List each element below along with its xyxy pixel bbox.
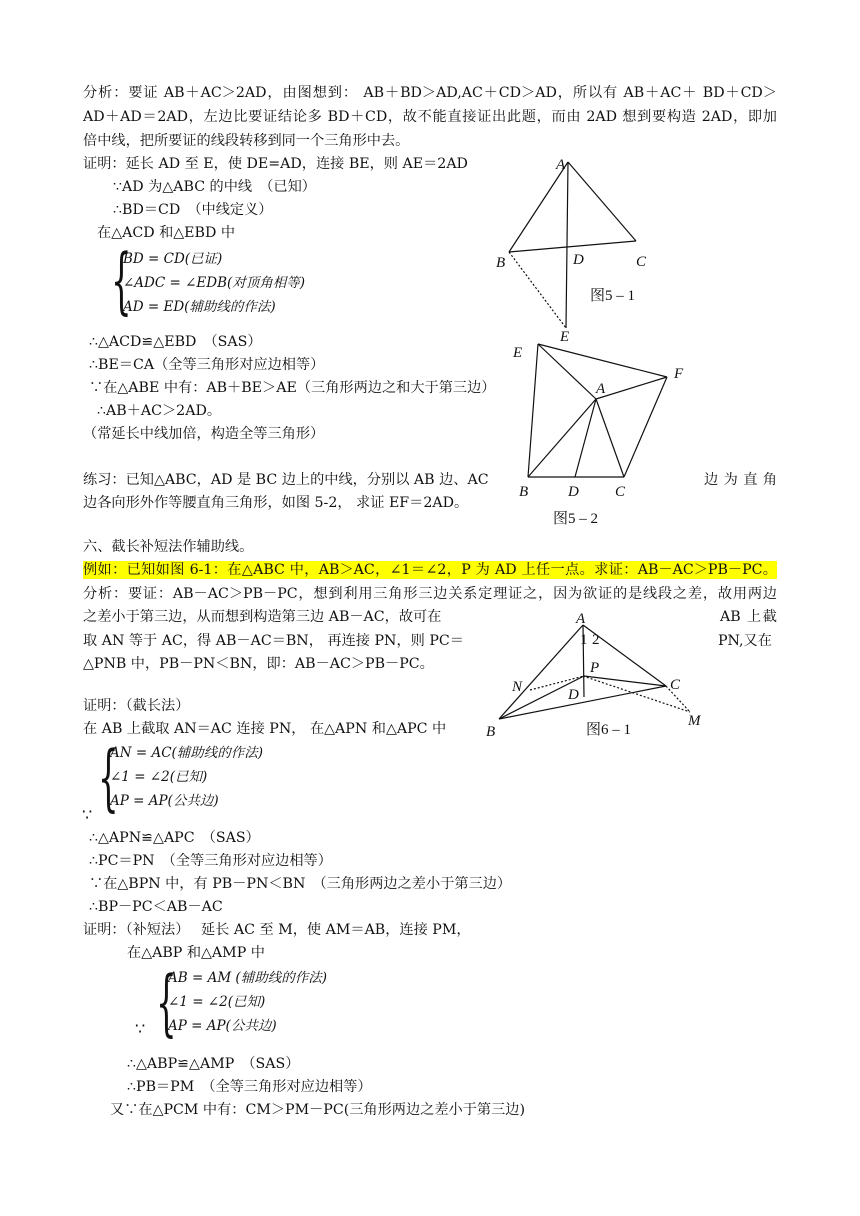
proof2-line-3: ∴△APN≌△APC （SAS） — [89, 830, 260, 846]
proof2-system-eq-1: AN = AC(辅助线的作法) — [110, 745, 264, 761]
fig61-label-b: B — [486, 724, 496, 740]
fig61-label-angle1: 1 — [580, 632, 588, 648]
analysis-line-2: AD＋AD＝2AD，左边比要证结论多 BD＋CD，故不能直接证出此题，而由 2AD 想到要构造 2AD，即加 — [83, 109, 777, 125]
fig51-label-c: C — [636, 254, 647, 270]
figure-5-2 — [528, 344, 667, 477]
section-heading: 六、截长补短法作辅助线。 — [83, 539, 254, 555]
fig52-label-d: D — [568, 484, 579, 500]
proof1-line-8: ∴AB＋AC＞2AD。 — [97, 403, 222, 419]
proof2-line-1: 证明：（截长法） — [83, 698, 190, 714]
proof1-system-eq-1: BD = CD(已证) — [123, 251, 223, 267]
proof2-because-symbol: ∵ — [82, 805, 93, 824]
fig52-label-a: A — [596, 381, 606, 397]
proof3-system-brace: { — [156, 960, 177, 1044]
proof2-line-6: ∴BP－PC＜AB－AC — [89, 899, 223, 915]
proof2-system-brace: { — [98, 735, 119, 819]
proof1-system-eq-3: AD = ED(辅助线的作法) — [123, 299, 276, 315]
analysis-line-1: 分析：要证 AB＋AC＞2AD，由图想到： AB＋BD＞AD,AC＋CD＞AD，所以有 AB＋AC＋ BD＋CD＞ — [83, 85, 777, 101]
proof1-line-6: ∴BE＝CA（全等三角形对应边相等） — [89, 357, 325, 373]
proof3-line-5: 又∵在△PCM 中有：CM＞PM－PC(三角形两边之差小于第三边) — [110, 1102, 526, 1118]
proof1-line-7: ∵在△ABE 中有：AB＋BE＞AE（三角形两边之和大于第三边） — [89, 380, 496, 396]
proof2-line-2: 在 AB 上截取 AN＝AC 连接 PN， 在△APN 和△APC 中 — [83, 721, 447, 737]
proof3-system-eq-1: AB = AM (辅助线的作法) — [168, 970, 327, 986]
exercise-line-1-right: 边 为 直 角 — [704, 472, 777, 488]
fig51-label-e: E — [560, 329, 570, 345]
proof3-line-3: ∴△ABP≌△AMP （SAS） — [127, 1056, 300, 1072]
fig52-label-e: E — [513, 345, 523, 361]
fig61-label-p: P — [590, 660, 600, 676]
fig52-caption: 图5 – 2 — [553, 511, 599, 527]
fig61-label-a: A — [576, 611, 586, 627]
proof2-line-5: ∵在△BPN 中，有 PB－PN＜BN （三角形两边之差小于第三边） — [89, 876, 512, 892]
proof2-system-eq-2: ∠1 = ∠2(已知) — [110, 769, 208, 785]
analysis2-line-4: △PNB 中，PB－PN＜BN，即：AB－AC＞PB－PC。 — [83, 656, 434, 672]
proof3-line-1: 证明：（补短法） 延长 AC 至 M，使 AM＝AB，连接 PM， — [83, 922, 471, 938]
fig61-caption: 图6 – 1 — [586, 722, 632, 738]
proof2-line-4: ∴PC＝PN （全等三角形对应边相等） — [89, 853, 332, 869]
fig52-label-f: F — [674, 366, 684, 382]
analysis2-line-2-right: AB 上截 — [720, 609, 777, 625]
proof3-system-eq-3: AP = AP(公共边) — [168, 1018, 277, 1034]
exercise-line-2: 边各向形外作等腰直角三角形，如图 5-2， 求证 EF＝2AD。 — [83, 495, 469, 511]
proof3-because-symbol: ∵ — [135, 1019, 146, 1038]
proof1-line-9: （常延长中线加倍，构造全等三角形） — [83, 426, 325, 442]
proof1-system-brace: { — [111, 238, 132, 322]
proof1-line-2: ∵AD 为△ABC 的中线 （已知） — [113, 179, 316, 195]
proof1-line-1: 证明：延长 AD 至 E，使 DE=AD，连接 BE，则 AE＝2AD — [83, 156, 468, 172]
fig61-label-d: D — [568, 687, 579, 703]
analysis-line-3: 倍中线，把所要证的线段转移到同一个三角形中去。 — [83, 133, 410, 149]
proof2-system-eq-3: AP = AP(公共边) — [110, 793, 219, 809]
fig51-label-b: B — [496, 255, 506, 271]
analysis2-line-3: 取 AN 等于 AC，得 AB－AC＝BN， 再连接 PN，则 PC＝ — [83, 633, 464, 649]
analysis2-line-2: 之差小于第三边，从而想到构造第三边 AB－AC，故可在 — [83, 609, 442, 625]
fig52-label-c: C — [615, 484, 626, 500]
analysis2-line-3-right: PN,又在 — [718, 633, 772, 649]
proof1-system-eq-2: ∠ADC = ∠EDB(对顶角相等) — [123, 275, 306, 291]
exercise-line-1-left: 练习：已知△ABC，AD 是 BC 边上的中线，分别以 AB 边、AC — [83, 472, 489, 488]
fig52-label-b: B — [519, 484, 529, 500]
example-statement: 例如：已知如图 6-1：在△ABC 中，AB＞AC，∠1＝∠2，P 为 AD 上任一点。求证：AB－AC＞PB－PC。 — [83, 562, 777, 578]
fig51-label-d: D — [573, 252, 584, 268]
proof3-system-eq-2: ∠1 = ∠2(已知) — [168, 994, 266, 1010]
fig61-label-c: C — [670, 677, 681, 693]
proof3-line-2: 在△ABP 和△AMP 中 — [127, 945, 265, 961]
fig51-caption: 图5 – 1 — [590, 288, 636, 304]
fig61-label-n: N — [512, 679, 523, 695]
proof1-line-4: 在△ACD 和△EBD 中 — [97, 225, 236, 241]
proof1-line-3: ∴BD＝CD （中线定义） — [113, 202, 273, 218]
fig61-label-m: M — [688, 713, 701, 729]
proof1-line-5: ∴△ACD≌△EBD （SAS） — [89, 334, 262, 350]
analysis2-line-1: 分析：要证：AB－AC＞PB－PC，想到利用三角形三边关系定理证之，因为欲证的是线段之差，故用两边 — [83, 586, 777, 602]
proof3-line-4: ∴PB＝PM （全等三角形对应边相等） — [127, 1079, 372, 1095]
fig51-label-a: A — [556, 157, 566, 173]
fig61-label-angle2: 2 — [592, 632, 600, 648]
